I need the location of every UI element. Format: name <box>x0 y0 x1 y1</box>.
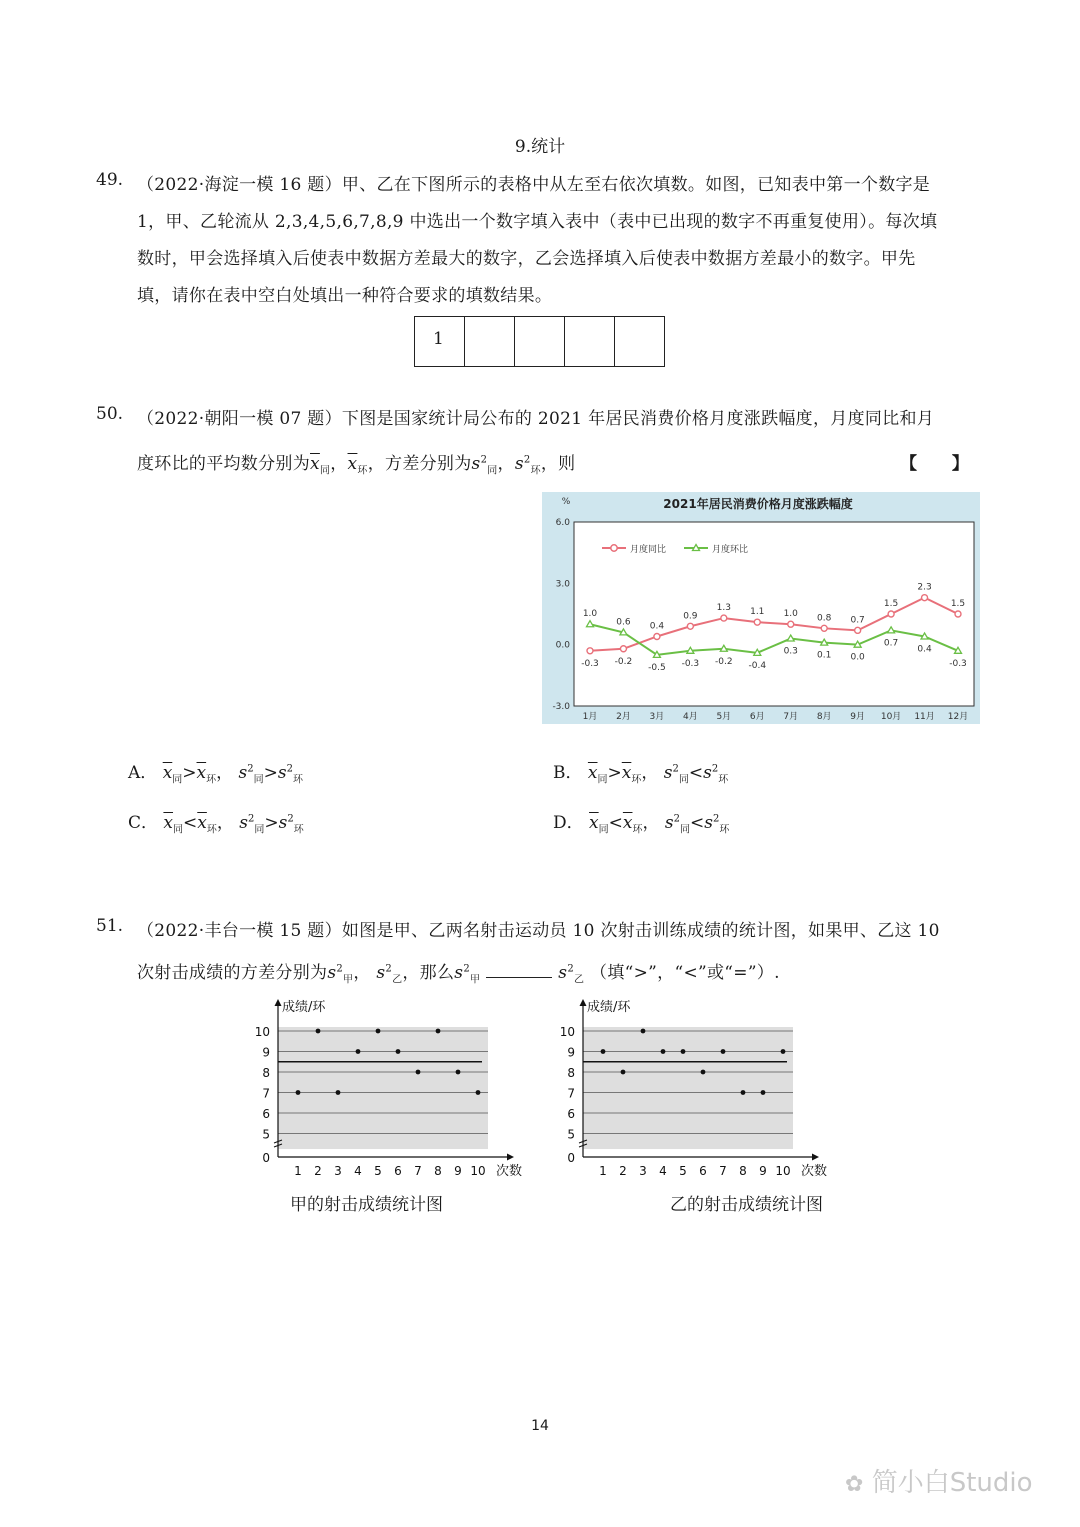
y-axis-label: 成绩/环 <box>282 1000 326 1015</box>
data-point-tongbi <box>955 611 961 617</box>
data-label-tongbi: 1.0 <box>783 609 798 620</box>
y-tick-label: 5 <box>262 1127 270 1142</box>
x-axis-label: 次数 <box>801 1164 828 1179</box>
jia-shooting-chart <box>250 995 535 1180</box>
x-tick-label: 6月 <box>749 712 765 722</box>
data-label-huanbi: -0.3 <box>949 658 967 669</box>
data-point-yi <box>781 1049 786 1054</box>
data-label-huanbi: 0.7 <box>883 638 899 649</box>
y-tick-label: -3.0 <box>552 702 570 712</box>
data-point-tongbi <box>754 619 760 625</box>
x-tick-label: 8月 <box>816 712 832 722</box>
q49-line-1: （2022·海淀一模 16 题）甲、乙在下图所示的表格中从左至右依次填数。如图，已知表中第一个数字是 <box>137 175 931 195</box>
x-axis-label: 次数 <box>496 1164 523 1179</box>
y-tick-label: 7 <box>262 1086 270 1101</box>
x-tick-label: 6 <box>699 1164 707 1178</box>
option-d[interactable]: D． $\overline{x}_同<\overline{x}_环$， $s^2_同<s^2_环$ <box>553 813 730 836</box>
y-tick-label: 6.0 <box>555 518 570 528</box>
data-label-tongbi: 1.1 <box>750 607 765 618</box>
y-tick-label: 7 <box>567 1086 575 1101</box>
x-tick-label: 7 <box>719 1164 727 1178</box>
x-tick-label: 10 <box>775 1164 791 1178</box>
legend-label-tongbi: 月度同比 <box>630 545 667 555</box>
data-point-tongbi <box>922 595 928 601</box>
y-axis-arrow <box>580 999 587 1006</box>
y-axis-label: 成绩/环 <box>587 1000 631 1015</box>
x-tick-label: 9 <box>759 1164 767 1178</box>
answer-blank[interactable] <box>486 963 552 978</box>
data-point-tongbi <box>855 627 861 633</box>
y-tick-label: 9 <box>567 1045 575 1060</box>
x-tick-label: 2 <box>314 1164 322 1178</box>
x-tick-label: 5 <box>679 1164 687 1178</box>
y-tick-label: 0.0 <box>555 640 570 651</box>
data-label-tongbi: -0.2 <box>614 656 633 667</box>
data-point-tongbi <box>821 625 827 631</box>
data-label-tongbi: 0.4 <box>649 621 665 632</box>
x-tick-label: 6 <box>394 1164 402 1178</box>
data-point-jia <box>456 1070 461 1075</box>
data-label-huanbi: 1.0 <box>582 609 598 620</box>
cpi-line-chart <box>530 488 985 728</box>
data-point-tongbi <box>687 623 693 629</box>
y-tick-label: 6 <box>567 1107 575 1121</box>
page-number: 14 <box>531 1418 549 1434</box>
data-point-jia <box>356 1049 361 1054</box>
data-point-yi <box>641 1029 646 1034</box>
y-tick-label: 8 <box>262 1066 270 1080</box>
data-point-tongbi <box>888 611 894 617</box>
data-label-huanbi: 0.1 <box>817 650 832 661</box>
q49-line-4: 填，请你在表中空白处填出一种符合要求的填数结果。 <box>137 286 553 306</box>
table-cell[interactable] <box>515 317 565 367</box>
legend-label-huanbi: 月度环比 <box>712 545 749 555</box>
x-tick-label: 1 <box>599 1164 607 1178</box>
chart-title: 2021年居民消费价格月度涨跌幅度 <box>663 497 853 511</box>
q50-line-2-pre: 度环比的平均数分别为 <box>137 454 310 474</box>
option-a[interactable]: A． $\overline{x}_同>\overline{x}_环$， $s^2_同>s^2_环$ <box>128 763 303 786</box>
data-point-jia <box>476 1090 481 1095</box>
x-tick-label: 7月 <box>783 712 799 722</box>
data-label-huanbi: 0.0 <box>850 652 865 663</box>
x-tick-label: 3 <box>639 1164 647 1178</box>
data-label-tongbi: 1.5 <box>883 599 899 609</box>
x-tick-label: 1 <box>294 1164 302 1178</box>
x-tick-label: 1月 <box>582 712 598 722</box>
option-b[interactable]: B． $\overline{x}_同>\overline{x}_环$， $s^2_同<s^2_环$ <box>553 763 729 786</box>
data-point-jia <box>316 1029 321 1034</box>
y-tick-label: 0 <box>262 1151 270 1165</box>
data-label-huanbi: 0.6 <box>616 617 631 628</box>
y-tick-label: 10 <box>254 1025 270 1039</box>
x-tick-label: 10月 <box>880 712 902 722</box>
x-tick-label: 4 <box>659 1164 667 1178</box>
x-tick-label: 8 <box>434 1164 442 1178</box>
x-tick-label: 11月 <box>914 712 935 722</box>
q50-line-2: 度环比的平均数分别为$\overline{x}_同$，$\overline{x}_环$，方差分别为$s^2_同$，$s^2_环$，则 <box>137 454 576 477</box>
data-label-huanbi: 0.4 <box>917 644 932 655</box>
data-point-tongbi <box>721 615 727 621</box>
data-point-yi <box>721 1049 726 1054</box>
x-tick-label: 7 <box>414 1164 422 1178</box>
q50-line-1: （2022·朝阳一模 07 题）下图是国家统计局公布的 2021 年居民消费价格月度涨跌幅度，月度同比和月 <box>137 409 935 429</box>
data-label-tongbi: 0.8 <box>817 613 832 624</box>
data-point-yi <box>741 1090 746 1095</box>
data-point-tongbi <box>654 633 660 639</box>
x-tick-label: 4 <box>354 1164 362 1178</box>
data-label-tongbi: 1.3 <box>716 603 731 614</box>
x-tick-label: 10 <box>470 1164 486 1178</box>
x-tick-label: 2月 <box>616 712 631 722</box>
q51-number: 51. <box>96 916 124 936</box>
plot-background <box>583 1027 793 1149</box>
data-point-jia <box>416 1070 421 1075</box>
q51-line-2: 次射击成绩的方差分别为$s^2_甲$， $s^2_乙$，那么$s^2_甲$ $s^2_乙$ （填“>”，“<”或“=”）. <box>137 963 780 986</box>
x-tick-label: 3月 <box>649 712 665 722</box>
yi-shooting-chart <box>555 995 840 1180</box>
x-tick-label: 9月 <box>850 712 866 722</box>
caption-yi: 乙的射击成绩统计图 <box>670 1195 823 1215</box>
q49-line-3: 数时，甲会选择填入后使表中数据方差最大的数字，乙会选择填入后使表中数据方差最小的数字。甲先 <box>137 249 916 269</box>
q49-number: 49. <box>96 170 124 190</box>
plot-background <box>278 1027 488 1149</box>
data-label-huanbi: -0.2 <box>715 656 733 667</box>
data-point-yi <box>601 1049 606 1054</box>
watermark <box>845 1462 1033 1499</box>
q49-line-2: 1，甲、乙轮流从 2,3,4,5,6,7,8,9 中选出一个数字填入表中（表中已出现的数字不再重复使用）。每次填 <box>137 212 938 232</box>
y-tick-label: 3.0 <box>555 579 570 590</box>
data-point-jia <box>336 1090 341 1095</box>
data-label-tongbi: 0.9 <box>683 611 698 622</box>
data-point-tongbi <box>587 648 593 654</box>
answer-bracket: 【 】 <box>900 454 970 474</box>
x-tick-label: 4月 <box>682 712 698 722</box>
table-cell[interactable] <box>565 317 615 367</box>
y-tick-label: 6 <box>262 1107 270 1121</box>
section-title: 9.统计 <box>514 137 566 157</box>
table-cell[interactable] <box>615 317 665 367</box>
legend-marker-tongbi <box>611 545 617 551</box>
x-tick-label: 5 <box>374 1164 382 1178</box>
data-point-yi <box>661 1049 666 1054</box>
data-label-huanbi: 0.3 <box>783 646 798 657</box>
x-tick-label: 12月 <box>947 712 969 722</box>
chart-ylabel: % <box>561 497 571 507</box>
y-tick-label: 8 <box>567 1066 575 1080</box>
data-point-jia <box>436 1029 441 1034</box>
data-label-tongbi: 2.3 <box>917 582 932 593</box>
data-point-yi <box>701 1070 706 1075</box>
x-tick-label: 3 <box>334 1164 342 1178</box>
table-cell[interactable] <box>465 317 515 367</box>
q51-line-1: （2022·丰台一模 15 题）如图是甲、乙两名射击运动员 10 次射击训练成绩的统计图，如果甲、乙这 10 <box>137 921 940 941</box>
data-point-yi <box>761 1090 766 1095</box>
wechat-icon: ✿ <box>845 1472 864 1497</box>
data-point-jia <box>376 1029 381 1034</box>
data-point-tongbi <box>620 646 626 652</box>
data-point-yi <box>681 1049 686 1054</box>
data-label-tongbi: 0.7 <box>850 615 865 626</box>
x-axis-arrow <box>812 1154 819 1161</box>
y-tick-label: 10 <box>559 1025 575 1039</box>
option-c[interactable]: C． $\overline{x}_同<\overline{x}_环$， $s^2_同>s^2_环$ <box>128 813 304 836</box>
y-tick-label: 9 <box>262 1045 270 1060</box>
y-tick-label: 0 <box>567 1151 575 1165</box>
data-point-tongbi <box>788 621 794 627</box>
q49-fill-table <box>414 316 665 367</box>
x-tick-label: 2 <box>619 1164 627 1178</box>
y-tick-label: 5 <box>567 1127 575 1142</box>
x-axis-arrow <box>507 1154 514 1161</box>
data-point-jia <box>396 1049 401 1054</box>
data-label-tongbi: 1.5 <box>950 599 966 609</box>
data-label-huanbi: -0.3 <box>681 658 700 669</box>
table-cell[interactable]: 1 <box>415 317 465 367</box>
watermark-text: 简小白Studio <box>871 1468 1033 1498</box>
caption-jia: 甲的射击成绩统计图 <box>290 1195 443 1215</box>
data-point-jia <box>296 1090 301 1095</box>
data-label-tongbi: -0.3 <box>581 658 599 669</box>
q50-number: 50. <box>96 404 124 424</box>
x-tick-label: 5月 <box>716 712 732 722</box>
data-point-yi <box>621 1070 626 1075</box>
data-label-huanbi: -0.5 <box>648 662 666 673</box>
x-tick-label: 8 <box>739 1164 747 1178</box>
y-axis-arrow <box>275 999 282 1006</box>
x-tick-label: 9 <box>454 1164 462 1178</box>
data-label-huanbi: -0.4 <box>748 660 767 671</box>
